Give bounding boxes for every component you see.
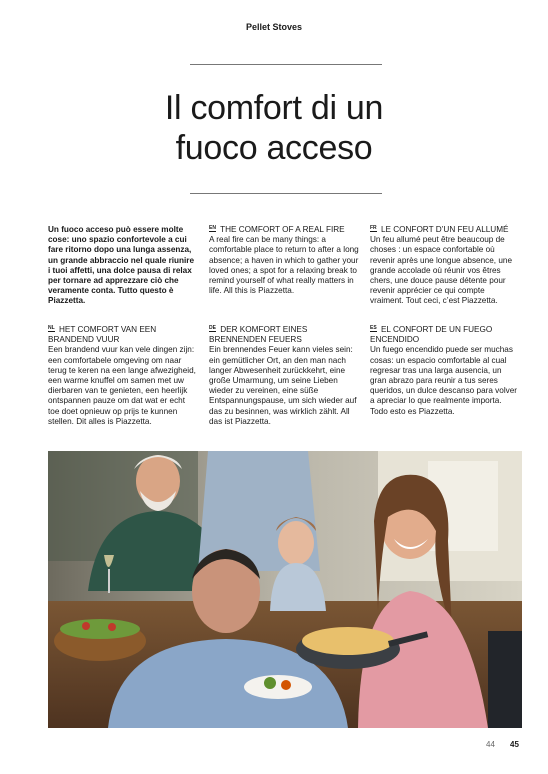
body-es: Un fuego encendido puede ser muchas cosas: un espacio comfortable al cual regresar tras una larga ausencia, un gran abrazo para reunir a tus seres queridos, un dulce descanso para volver a apreciar lo que realmente importa. [370, 345, 518, 406]
column-en [209, 225, 359, 296]
heading-fr: LE CONFORT D’UN FEU ALLUMÉ [380, 225, 509, 234]
page-title [0, 88, 548, 168]
title-line-2: fuoco acceso [175, 129, 373, 167]
bottom-divider [190, 193, 382, 194]
lang-code-de: DE [209, 325, 216, 331]
column-es-heading [370, 325, 520, 345]
lang-code-es: ES [370, 325, 377, 331]
page-number-left: 44 [486, 740, 495, 749]
lang-code-en: EN [209, 225, 216, 231]
top-divider [190, 64, 382, 65]
intro-text-it: Un fuoco acceso può essere molte cose: uno spazio confortevole a cui fare ritorno dopo una lunga assenza, un grande abbraccio nel quale riunire i tuoi affetti, una dolce pausa di relax per tornare ad apprezzare ciò che veramente conta. Tutto questo è Piazzetta. [48, 225, 195, 306]
photo-illustration [48, 451, 522, 728]
section-header: Pellet Stoves [245, 22, 303, 32]
lang-code-fr: FR [370, 225, 377, 231]
lang-code-nl: NL [48, 325, 55, 331]
column-de-heading [209, 325, 359, 345]
column-es [370, 325, 520, 417]
page-number-right: 45 [510, 740, 519, 749]
heading-es: EL CONFORT DE UN FUEGO ENCENDIDO [370, 325, 493, 345]
heading-de: DER KOMFORT EINES BRENNENDEN FEUERS [209, 325, 308, 345]
body-es-closing: Todo esto es Piazzetta. [370, 406, 455, 416]
body-fr: Un feu allumé peut être beaucoup de choses : un espace confortable où revenir après une longue absence, une grande accolade où réunir vos êtres chers, une douce pause détente pour revenir apprécier ce qui compte vraiment. Tout ceci, c’est Piazzetta. [370, 235, 513, 306]
column-de [209, 325, 359, 427]
heading-nl: HET COMFORT VAN EEN BRANDEND VUUR [48, 325, 157, 345]
column-nl [48, 325, 198, 427]
column-fr-heading [370, 225, 520, 235]
heading-en: THE COMFORT OF A REAL FIRE [220, 225, 345, 234]
column-fr [370, 225, 520, 307]
body-en: A real fire can be many things: a comfortable place to return to after a long absence; a haven in which to gather your loved ones; a spot for a relaxing break to remind yourself of what really matters in life. All this is Piazzetta. [209, 235, 359, 296]
column-en-heading [209, 225, 359, 235]
column-nl-heading [48, 325, 198, 345]
body-de: Ein brennendes Feuer kann vieles sein: ein gemütlicher Ort, an den man nach langer Abwesenheit zurückkehrt, eine große Umarmung, um seine Lieben wieder zu vereinen, eine süße Entspannungspause, um sich wieder auf das zu besinnen, was wirklich zählt. All das ist Piazzetta. [209, 345, 357, 426]
title-line-1: Il comfort di un [164, 89, 384, 127]
body-nl: Een brandend vuur kan vele dingen zijn: een comfortabele omgeving om naar terug te keren na een lange afwezigheid, een warme knuffel om samen met uw dierbaren van te genieten, een heerlijk ontspannen pauze om dat wat er echt toe doet opnieuw op prijs te kunnen stellen. Dit alles is Piazzetta. [48, 345, 196, 426]
family-dinner-photo [48, 451, 522, 728]
